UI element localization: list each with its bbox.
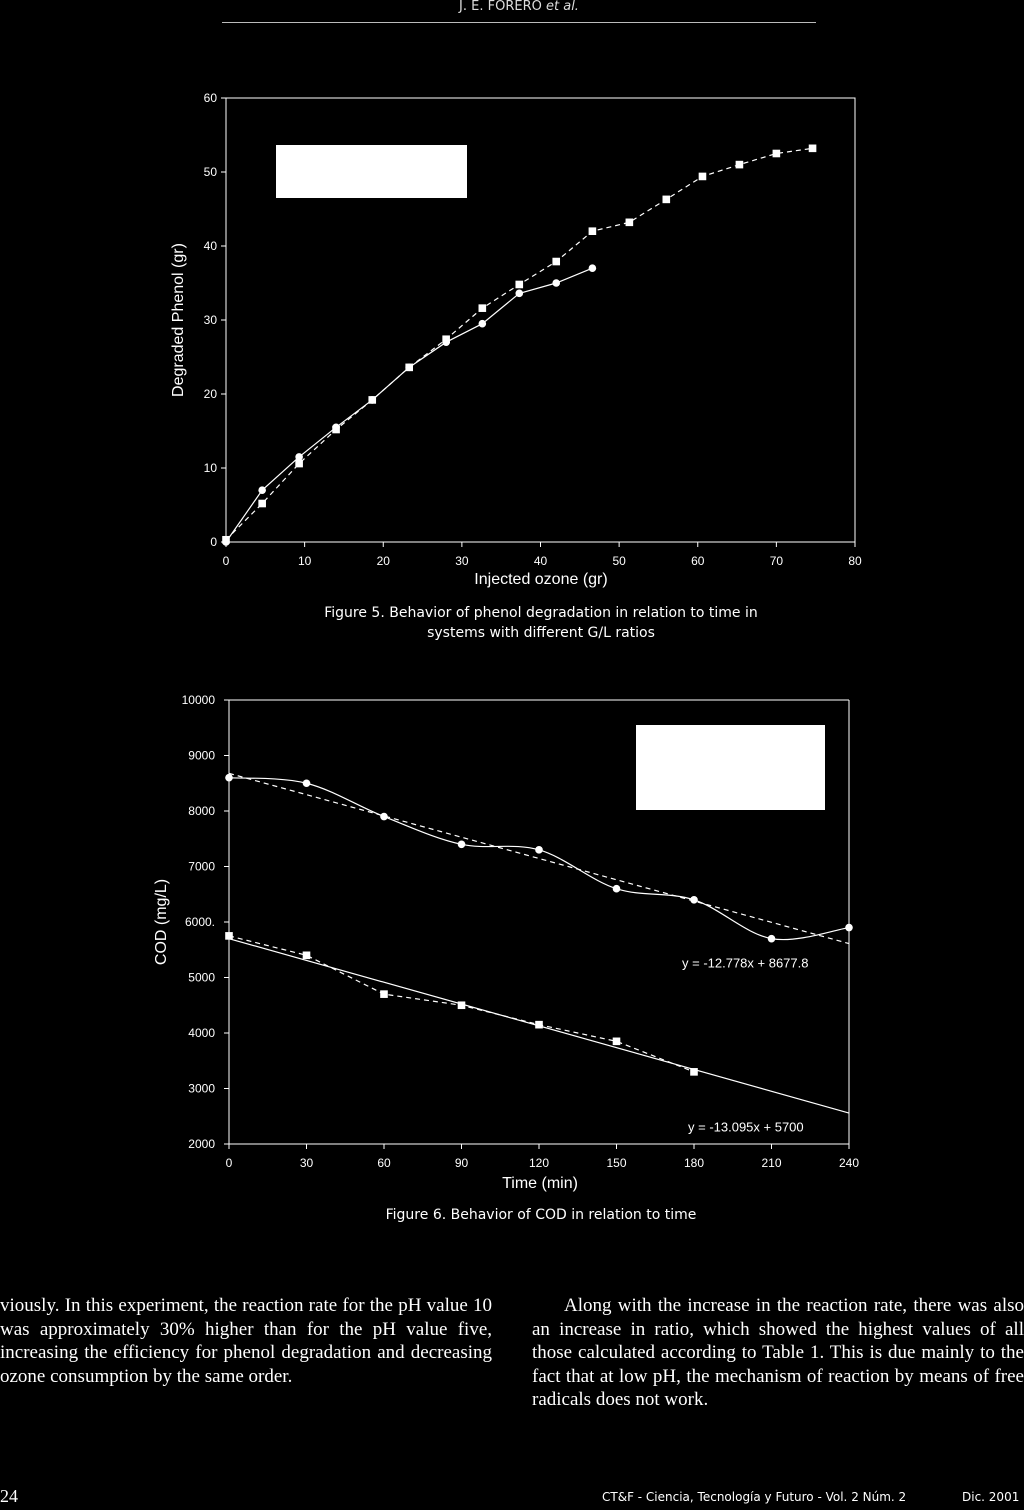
fig5-series-2-point xyxy=(589,227,597,235)
fig6-y-tick-label: 4000 xyxy=(188,1026,215,1040)
header-authors: J. E. FORERO xyxy=(459,0,542,14)
fig5-x-axis-label: Injected ozone (gr) xyxy=(474,571,608,588)
fig5-x-tick-label: 50 xyxy=(612,554,626,568)
fig6-trendline-1-equation: y = -12.778x + 8677.8 xyxy=(682,955,809,971)
fig5-series-1-point xyxy=(589,264,597,272)
fig5-series-2-point xyxy=(258,500,266,508)
fig6-series-2-point xyxy=(303,952,311,960)
fig6-y-tick-label: 5000 xyxy=(188,970,215,985)
fig6-y-tick-label: 3000 xyxy=(188,1081,215,1096)
figure-6-chart xyxy=(0,660,1024,1220)
fig6-x-tick-label: 180 xyxy=(683,1156,705,1170)
fig6-series-1-point xyxy=(458,841,466,849)
fig5-y-tick-label: 0 xyxy=(210,535,217,549)
fig6-x-tick-label: 90 xyxy=(454,1156,469,1170)
fig5-y-tick-label: 20 xyxy=(203,387,217,401)
fig5-series-2-line xyxy=(226,148,813,539)
fig6-series-2-point xyxy=(690,1068,698,1076)
fig5-series-1-point xyxy=(552,279,560,287)
fig5-x-tick-label: 0 xyxy=(222,554,230,568)
fig5-x-tick-label: 40 xyxy=(533,554,548,568)
fig6-y-tick-label: 9000 xyxy=(188,748,215,763)
fig5-series-2-point xyxy=(368,396,376,404)
fig5-series-2-point xyxy=(332,426,340,434)
fig6-series-2-point xyxy=(613,1038,621,1046)
fig5-series-2-point xyxy=(809,145,817,153)
fig6-x-tick-label: 30 xyxy=(299,1156,314,1170)
fig6-x-tick-label: 210 xyxy=(761,1156,782,1170)
fig5-series-2-point xyxy=(515,281,523,289)
fig6-x-tick-label: 120 xyxy=(528,1156,550,1170)
figure-5-caption-line2: systems with different G/L ratios xyxy=(427,625,655,641)
fig6-series-1-point xyxy=(225,774,233,782)
fig6-series-1-point xyxy=(845,924,853,932)
fig6-x-axis-label: Time (min) xyxy=(502,1175,578,1192)
fig5-y-tick-label: 30 xyxy=(203,313,217,327)
fig5-x-tick-label: 30 xyxy=(455,554,469,568)
fig5-series-2-point xyxy=(736,161,744,169)
fig5-series-2-point xyxy=(663,196,671,204)
fig5-x-tick-label: 80 xyxy=(848,554,862,568)
fig5-series-2-point xyxy=(773,150,781,158)
figure-5-caption xyxy=(200,603,882,643)
fig6-x-tick-label: 0 xyxy=(225,1156,233,1170)
fig5-series-2-point xyxy=(442,335,450,343)
body-text-right-column xyxy=(532,1294,1024,1412)
fig6-trendline-2-equation: y = -13.095x + 5700 xyxy=(688,1119,804,1135)
fig5-series-2-point xyxy=(552,258,560,266)
figure-5-chart xyxy=(0,0,1024,600)
fig5-y-tick-label: 10 xyxy=(203,461,217,475)
fig6-y-tick-label: 8000 xyxy=(188,804,215,818)
fig6-x-tick-label: 60 xyxy=(377,1156,391,1170)
figure-5-caption-line1: Figure 5. Behavior of phenol degradation in relation to time in xyxy=(324,605,758,621)
fig6-x-tick-label: 240 xyxy=(838,1156,860,1170)
figure-6-caption xyxy=(200,1205,882,1225)
fig5-series-2-point xyxy=(626,219,634,227)
fig6-series-1-point xyxy=(768,935,776,943)
page-number: 24 xyxy=(0,1486,18,1506)
left-column-paragraph: viously. In this experiment, the reaction rate for the pH value 10 was approximately 30% higher than for the pH value five, increasing the efficiency for phenol degradation and decreasing ozone consumption by the same order. xyxy=(0,1295,492,1387)
fig5-series-1-point xyxy=(258,486,266,494)
fig5-series-2-point xyxy=(479,304,487,312)
fig5-series-2-point xyxy=(405,364,413,372)
fig5-x-tick-label: 10 xyxy=(297,554,312,568)
header-etal: et al. xyxy=(546,0,579,14)
journal-name: CT&F - Ciencia, Tecnología y Futuro - Vol. 2 Núm. 2 xyxy=(602,1490,907,1504)
fig5-legend-box xyxy=(276,145,467,198)
fig6-series-1-point xyxy=(303,779,311,787)
fig6-series-1-point xyxy=(690,896,698,904)
fig5-series-1-point xyxy=(515,290,523,298)
body-text-left-column xyxy=(0,1294,492,1388)
fig5-series-1-point xyxy=(295,453,303,461)
fig6-y-tick-label: 10000 xyxy=(181,693,215,707)
fig5-series-1-point xyxy=(479,320,487,328)
fig6-series-2-point xyxy=(535,1021,543,1029)
fig6-y-tick-label: 6000. xyxy=(184,915,215,929)
fig5-y-tick-label: 50 xyxy=(203,165,217,179)
fig6-y-tick-label: 7000 xyxy=(188,859,215,874)
fig6-series-2-point xyxy=(380,990,388,998)
fig5-series-2-point xyxy=(699,173,707,181)
fig5-series-2-point xyxy=(295,460,303,468)
figure-6-caption-line: Figure 6. Behavior of COD in relation to time xyxy=(385,1207,697,1223)
fig6-series-2-point xyxy=(225,932,233,940)
fig6-y-axis-label: COD (mg/L) xyxy=(153,878,170,966)
fig6-series-1-point xyxy=(380,813,388,821)
fig6-legend-box xyxy=(636,725,825,810)
right-column-paragraph: Along with the increase in the reaction rate, there was also an increase in ratio, which showed the highest values of all those calculated according to Table 1. This is due mainly to the fact that at low pH, the mechanism of reaction by means of free radicals does not work. xyxy=(532,1295,1024,1410)
fig5-x-tick-label: 70 xyxy=(769,554,784,568)
fig5-y-axis-label: Degraded Phenol (gr) xyxy=(170,243,187,397)
fig5-series-2-point xyxy=(222,536,230,544)
fig5-series-1-line xyxy=(226,268,592,542)
fig6-y-tick-label: 2000 xyxy=(188,1137,215,1151)
fig6-series-2-point xyxy=(458,1001,466,1009)
fig5-y-tick-label: 60 xyxy=(203,91,217,105)
fig5-x-tick-label: 60 xyxy=(691,554,705,568)
fig6-series-1-point xyxy=(535,846,543,854)
fig5-x-tick-label: 20 xyxy=(376,554,390,568)
issue-date: Dic. 2001 xyxy=(962,1490,1020,1504)
fig6-series-1-point xyxy=(613,885,621,893)
fig6-x-tick-label: 150 xyxy=(606,1156,627,1170)
fig5-y-tick-label: 40 xyxy=(203,239,217,253)
